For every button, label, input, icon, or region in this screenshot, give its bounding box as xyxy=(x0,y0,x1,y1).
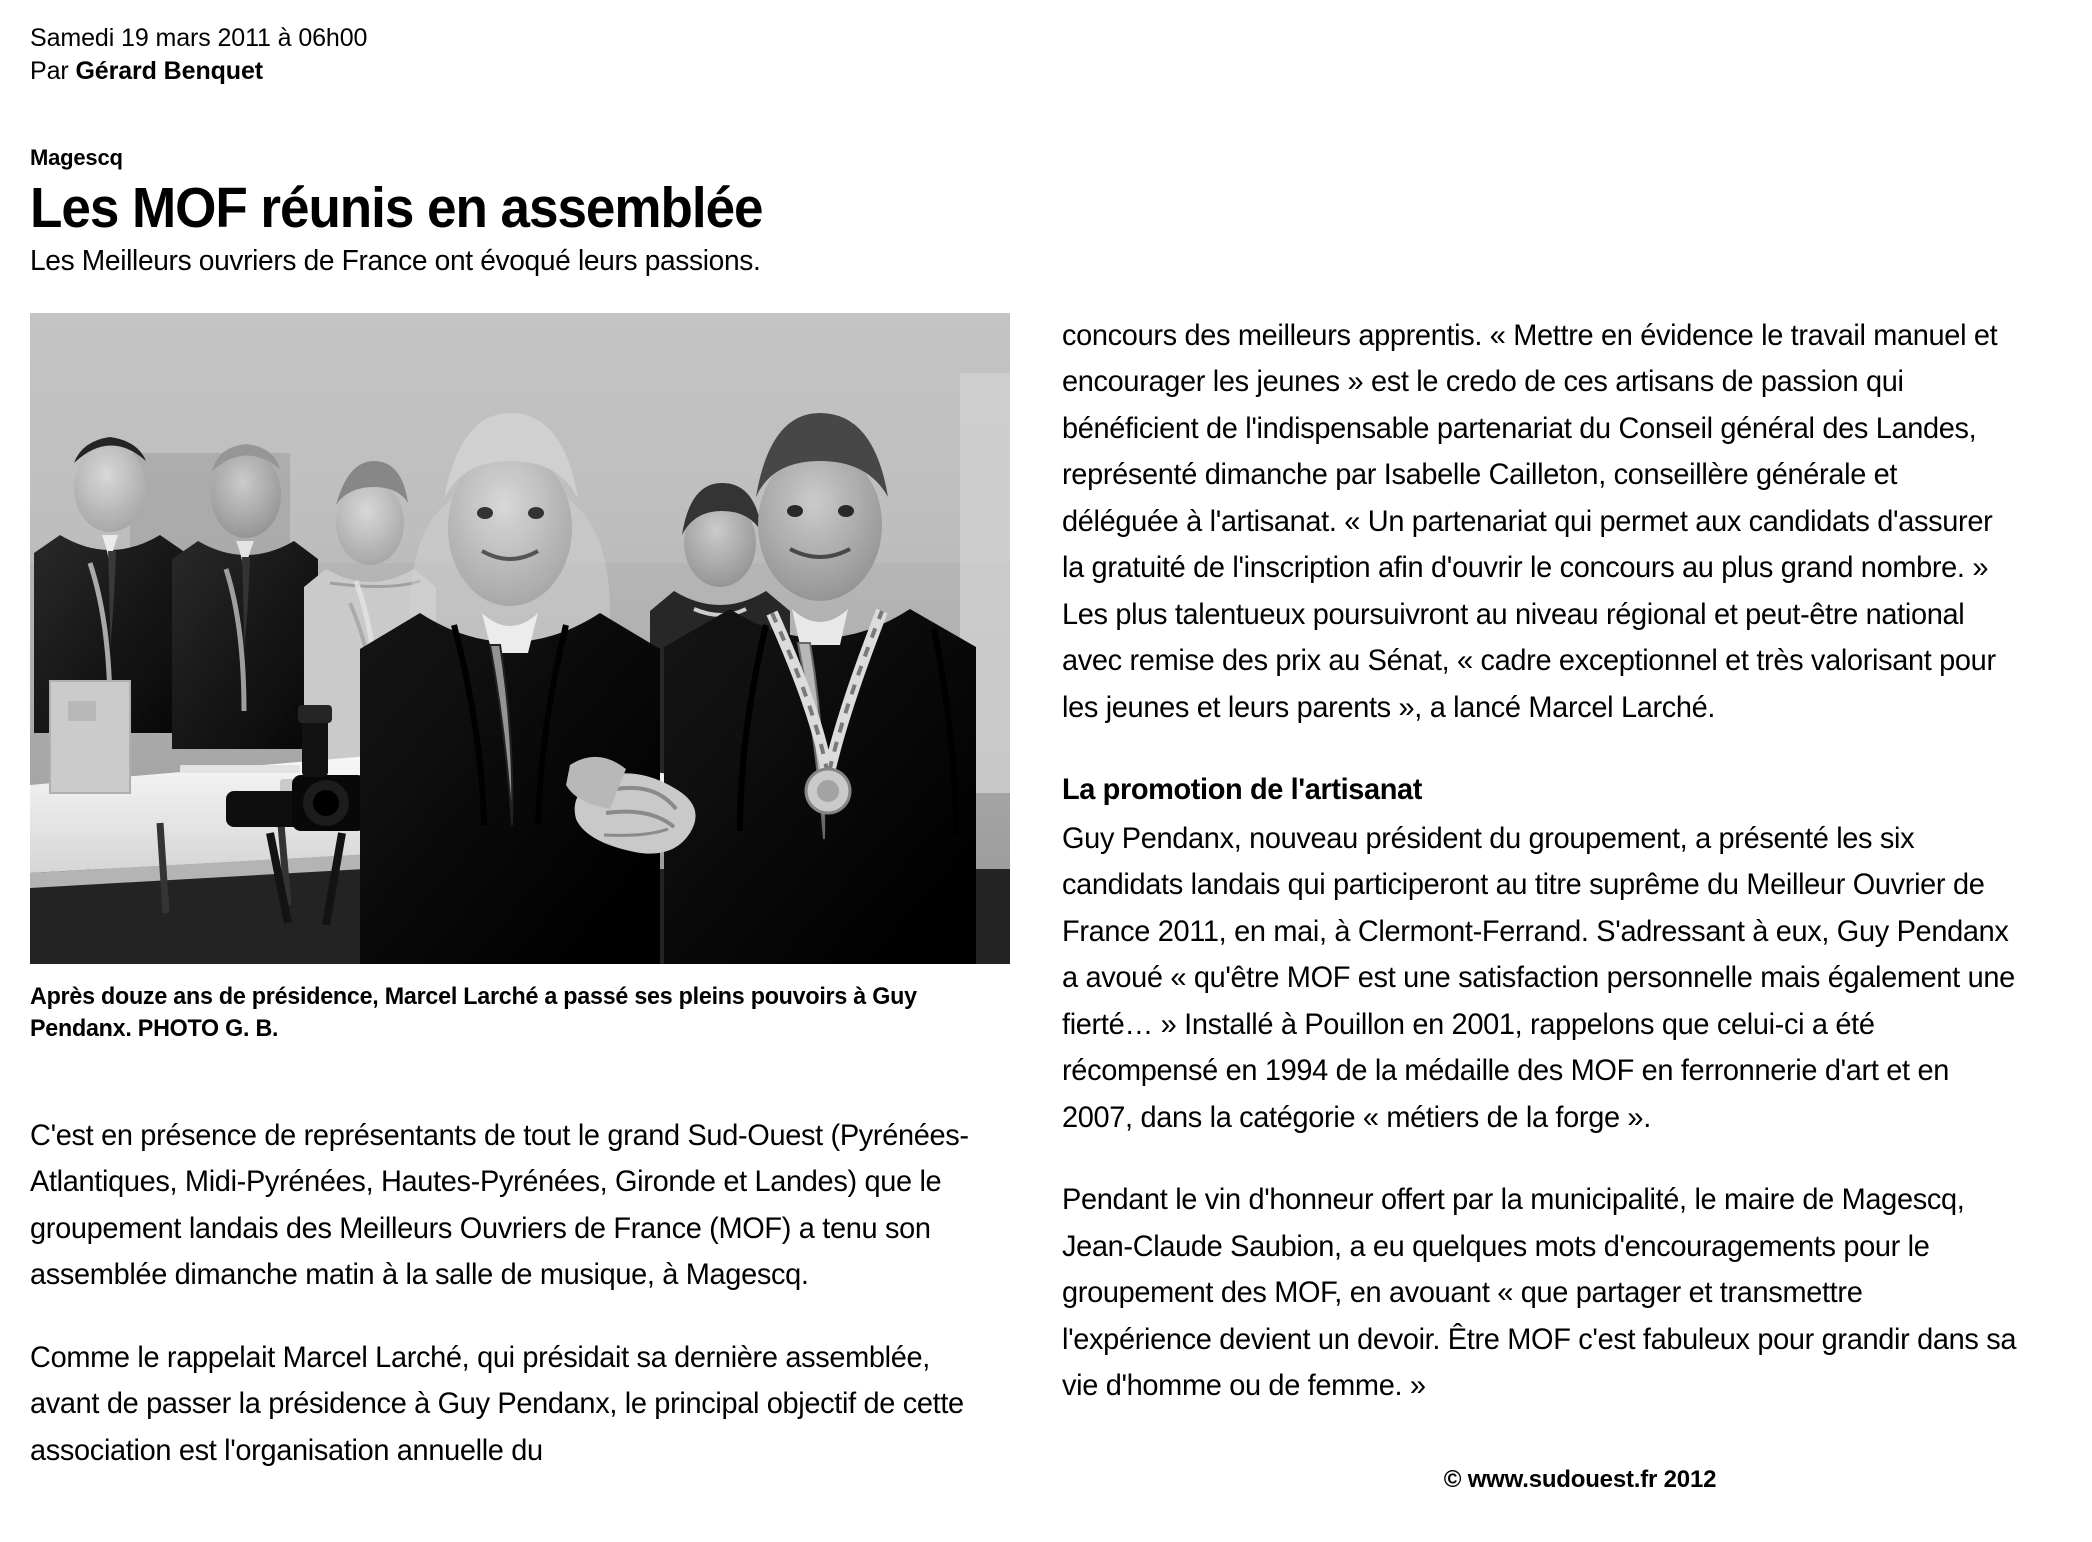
publication-date: Samedi 19 mars 2011 à 06h00 xyxy=(30,24,368,52)
byline xyxy=(30,22,2062,88)
article-figure xyxy=(30,313,1010,1045)
left-paragraph-2: Comme le rappelait Marcel Larché, qui présidait sa dernière assemblée, avant de passer la présidence à Guy Pendanx, le principal objectif de cette association est l'organisation annuelle du xyxy=(30,1340,964,1467)
author-line xyxy=(30,55,2062,88)
right-column xyxy=(1062,313,2052,1474)
author-prefix: Par xyxy=(30,57,76,85)
article-standfirst: Les Meilleurs ouvriers de France ont évoqué leurs passions. xyxy=(30,245,761,278)
photo-caption: Après douze ans de présidence, Marcel Larché a passé ses pleins pouvoirs à Guy Pendanx. PHOTO G. B. xyxy=(30,982,917,1042)
copyright-footer: © www.sudouest.fr 2012 xyxy=(1443,1466,1717,1493)
article-photo xyxy=(30,313,1010,964)
author-name: Gérard Benquet xyxy=(75,57,263,85)
title-block xyxy=(30,145,2062,279)
article-kicker: Magescq xyxy=(30,145,123,170)
right-paragraph-3: Pendant le vin d'honneur offert par la municipalité, le maire de Magescq, Jean-Claude Saubion, a eu quelques mots d'encouragements pour le groupement des MOF, en avouant « que partager et transmettre l'expérience devient un devoir. Être MOF c'est fabuleux pour grandir dans sa vie d'homme ou de femme. » xyxy=(1062,1183,2017,1403)
photo-image xyxy=(30,313,1010,964)
right-paragraph-1: concours des meilleurs apprentis. « Mettre en évidence le travail manuel et encourager les jeunes » est le credo de ces artisans de passion qui bénéficient de l'indispensable partenariat du Conseil général des Landes, représenté dimanche par Isabelle Cailleton, conseillère générale et déléguée à l'artisanat. « Un partenariat qui permet aux candidats d'assurer la gratuité de l'inscription afin d'ouvrir le concours au plus grand nombre. » Les plus talentueux poursuivront au niveau régional et peut-être national avec remise des prix au Sénat, « cadre exceptionnel et très valorisant pour les jeunes et leurs parents », a lancé Marcel Larché. xyxy=(1062,318,1998,724)
article-columns xyxy=(30,313,2062,1474)
right-paragraph-2: Guy Pendanx, nouveau président du groupement, a présenté les six candidats landais qui participeront au titre suprême du Meilleur Ouvrier de France 2011, en mai, à Clermont-Ferrand. S'adressant à eux, Guy Pendanx a avoué « qu'être MOF est une satisfaction personnelle mais également une fierté… » Installé à Pouillon en 2001, rappelons que celui-ci a été récompensé en 1994 de la médaille des MOF en ferronnerie d'art et en 2007, dans la catégorie « métiers de la forge ». xyxy=(1062,821,2015,1134)
left-column xyxy=(30,313,1010,1474)
left-paragraph-1: C'est en présence de représentants de tout le grand Sud-Ouest (Pyrénées-Atlantiques, Midi-Pyrénées, Hautes-Pyrénées, Gironde et Landes) que le groupement landais des Meilleurs Ouvriers de France (MOF) a tenu son assemblée dimanche matin à la salle de musique, à Magescq. xyxy=(30,1118,969,1292)
page-title: Les MOF réunis en assemblée xyxy=(30,176,763,240)
section-subheading: La promotion de l'artisanat xyxy=(1062,773,1423,807)
